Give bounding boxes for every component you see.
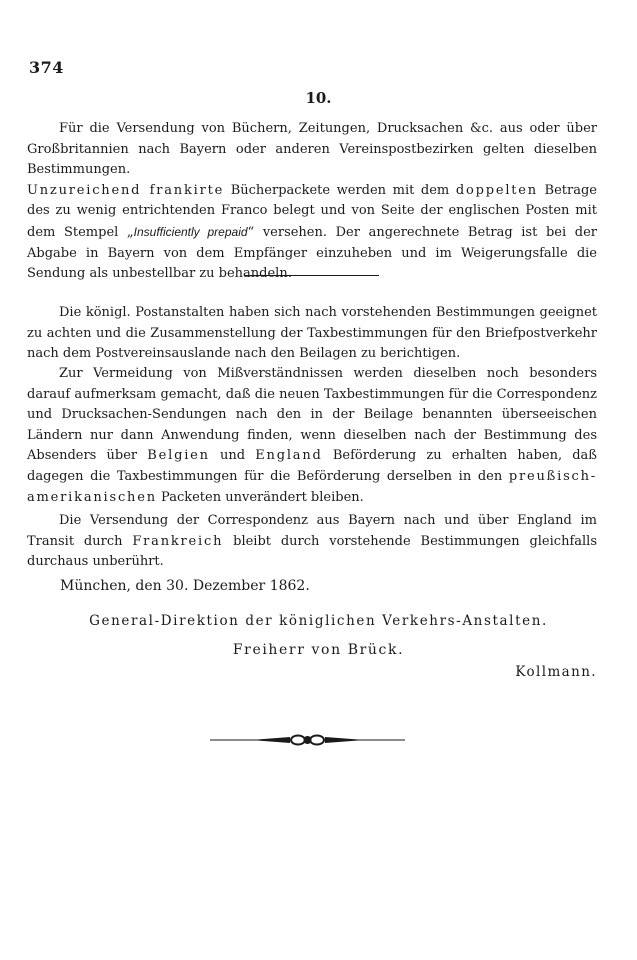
signatory-2: Kollmann. xyxy=(515,664,597,680)
page-number: 374 xyxy=(29,58,64,77)
paragraph-3-text-b: und xyxy=(209,448,256,464)
paragraph-3-text-a: Zur Vermeidung von Mißverständnissen werden dieselben noch besonders darauf aufmerksam gemacht, daß die neuen Taxbestimmungen für die Correspondenz und Drucksachen-Sendungen nach den in der Beilage benannten überseeischen Ländern nur dann Anwendung finden, wenn dieselben nach der Bestimmung des Absenders über xyxy=(27,366,597,464)
signatory-1: Freiherr von Brück. xyxy=(232,642,405,658)
paragraph-3-spaced-pa: preußisch-amerikanischen xyxy=(27,468,597,505)
paragraph-1 xyxy=(27,119,597,285)
paragraph-4-spaced-fr: Frankreich xyxy=(132,533,224,549)
paragraph-1-spaced-lead: Unzureichend frankirte xyxy=(27,182,225,198)
paragraph-4-text-b: bleibt durch vorstehende Bestimmungen gleichfalls durchaus unberührt. xyxy=(27,533,597,570)
end-ornament xyxy=(210,731,405,749)
paragraph-4-text-a: Die Versendung der Correspondenz aus Bayern nach und über England im Transit durch xyxy=(27,513,597,549)
paragraph-1-text-a: Für die Versendung von Büchern, Zeitungen, Drucksachen &c. aus oder über Großbritannien nach Bayern oder anderen Vereinspostbezirken gelten dieselben Bestimmungen. xyxy=(27,121,597,178)
paragraph-1-text-b: Bücherpackete werden mit dem xyxy=(224,182,456,198)
section-number: 10. xyxy=(305,89,332,107)
paragraph-3-spaced-england: England xyxy=(255,448,323,464)
dateline: München, den 30. Dezember 1862. xyxy=(60,578,310,594)
paragraph-1-stamp: Insufficiently prepaid xyxy=(133,224,248,239)
paragraph-1-spaced-mid: doppelten xyxy=(455,182,538,198)
paragraph-1-text-c: Betrage des zu wenig entrichtenden Franco belegt und von Seite der englischen Posten mit dem Stempel „ xyxy=(27,182,597,240)
paragraph-3 xyxy=(27,364,597,508)
paragraph-2-text: Die königl. Postanstalten haben sich nach vorstehenden Bestimmungen geeignet zu achten und die Zusammenstellung der Taxbestimmungen für den Briefpostverkehr nach dem Postvereinsauslande nach den Beilagen zu berichtigen. xyxy=(27,305,597,362)
paragraph-4 xyxy=(27,511,597,573)
paragraph-3-text-c: Beförderung zu erhalten haben, daß dagegen die Taxbestimmungen für die Beförderung derselben in den xyxy=(27,448,597,484)
issuing-directorate: General-Direktion der königlichen Verkehrs-Anstalten. xyxy=(89,613,548,629)
paragraph-2 xyxy=(27,303,597,365)
paragraph-3-text-d: Packeten unverändert bleiben. xyxy=(156,489,364,505)
paragraph-3-spaced-belgien: Belgien xyxy=(147,448,210,464)
paragraph-1-text-d: “ versehen. Der angerechnete Betrag ist bei der Abgabe in Bayern von dem Empfänger einzuheben und im Weigerungsfalle die Sendung als unbestellbar zu behandeln. xyxy=(27,224,597,282)
section-divider xyxy=(244,275,379,276)
